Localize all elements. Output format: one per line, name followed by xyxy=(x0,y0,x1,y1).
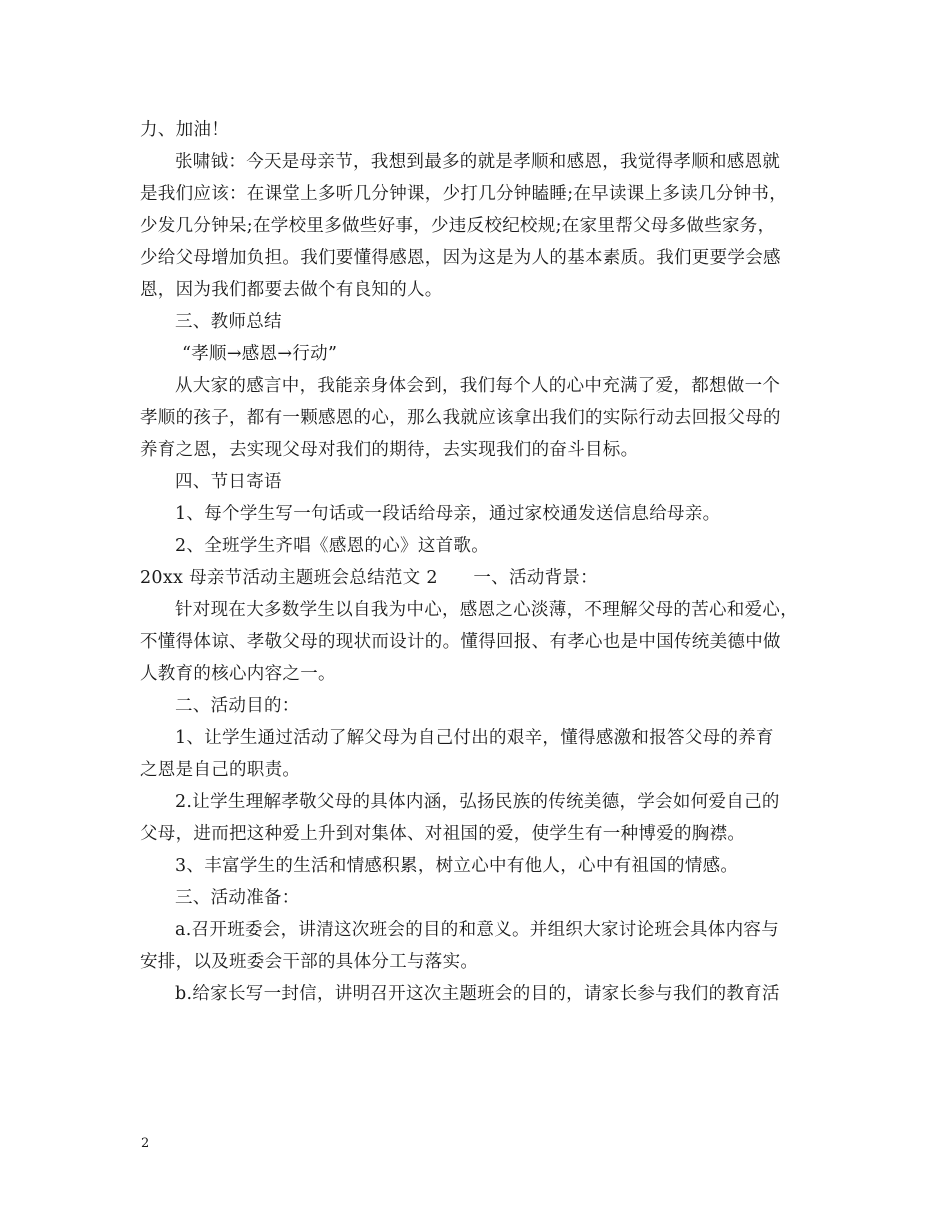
text-line: 恩，因为我们都要去做个有良知的人。 xyxy=(140,280,443,300)
text-line: 之恩是自己的职责。 xyxy=(140,760,301,780)
text-line: 孝顺的孩子，都有一颗感恩的心，那么我就应该拿出我们的实际行动去回报父母的 xyxy=(140,408,781,428)
text-line: 安排，以及班委会干部的具体分工与落实。 xyxy=(140,952,479,972)
page-number: 2 xyxy=(141,1136,150,1151)
text-line: 2.让学生理解孝敬父母的具体内涵，弘扬民族的传统美德，学会如何爱自己的 xyxy=(175,792,780,812)
text-line: 不懂得体谅、孝敬父母的现状而设计的。懂得回报、有孝心也是中国传统美德中做 xyxy=(140,632,781,652)
text-line: 力、加油！ xyxy=(140,120,229,140)
text-line: 20xx 母亲节活动主题班会总结范文 2 一、活动背景： xyxy=(140,568,598,588)
text-line: 二、活动目的： xyxy=(175,696,300,716)
text-line: a.召开班委会，讲清这次班会的目的和意义。并组织大家讨论班会具体内容与 xyxy=(175,920,779,940)
text-line: 是我们应该：在课堂上多听几分钟课，少打几分钟瞌睡;在早读课上多读几分钟书， xyxy=(140,184,787,204)
text-line: 人教育的核心内容之一。 xyxy=(140,664,336,684)
text-line: 1、让学生通过活动了解父母为自己付出的艰辛，懂得感激和报答父母的养育 xyxy=(175,728,774,748)
text-line: 从大家的感言中，我能亲身体会到，我们每个人的心中充满了爱，都想做一个 xyxy=(175,376,781,396)
text-line: 少给父母增加负担。我们要懂得感恩，因为这是为人的基本素质。我们更要学会感 xyxy=(140,248,781,268)
text-line: 父母，进而把这种爱上升到对集体、对祖国的爱，使学生有一种博爱的胸襟。 xyxy=(140,824,746,844)
text-line: 四、节日寄语 xyxy=(175,472,282,492)
text-line: 2、全班学生齐唱《感恩的心》这首歌。 xyxy=(175,536,490,556)
text-line: 1、每个学生写一句话或一段话给母亲，通过家校通发送信息给母亲。 xyxy=(175,504,721,524)
text-line: “孝顺→感恩→行动” xyxy=(182,344,338,364)
text-line: 张啸钺：今天是母亲节，我想到最多的就是孝顺和感恩，我觉得孝顺和感恩就 xyxy=(175,152,781,172)
text-line: b.给家长写一封信，讲明召开这次主题班会的目的，请家长参与我们的教育活 xyxy=(175,984,780,1004)
text-line: 三、活动准备： xyxy=(175,888,300,908)
text-line: 少发几分钟呆;在学校里多做些好事，少违反校纪校规;在家里帮父母多做些家务， xyxy=(140,216,776,236)
text-line: 三、教师总结 xyxy=(175,312,282,332)
text-line: 针对现在大多数学生以自我为中心，感恩之心淡薄，不理解父母的苦心和爱心， xyxy=(175,600,798,620)
text-line: 3、丰富学生的生活和情感积累，树立心中有他人，心中有祖国的情感。 xyxy=(175,856,739,876)
document-body xyxy=(140,114,830,1010)
text-line: 养育之恩，去实现父母对我们的期待，去实现我们的奋斗目标。 xyxy=(140,440,639,460)
